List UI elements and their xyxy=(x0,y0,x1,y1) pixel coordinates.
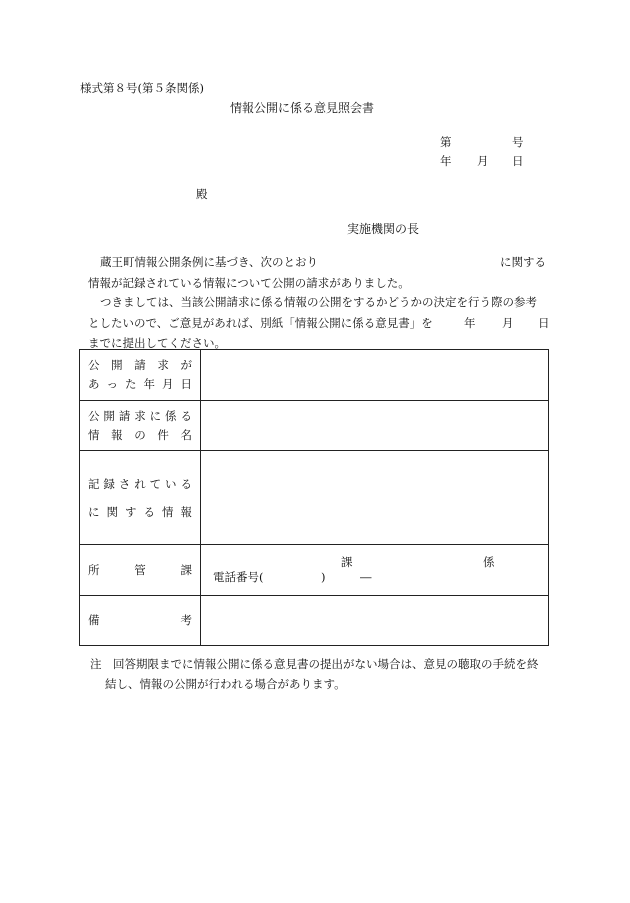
label-line xyxy=(88,407,192,426)
label-char: 公 xyxy=(88,408,100,423)
label-char: る xyxy=(143,504,155,519)
label-char: 考 xyxy=(180,613,192,627)
label-char: て xyxy=(149,476,162,491)
label-char: る xyxy=(180,476,192,491)
request-date-field[interactable] xyxy=(201,350,549,401)
label-char: 件 xyxy=(157,427,169,442)
label-char: 報 xyxy=(111,427,123,442)
label-char: 請 xyxy=(118,408,131,423)
label-char: 所 xyxy=(88,562,100,577)
label-char: 月 xyxy=(162,377,174,391)
label-char: の xyxy=(134,427,146,442)
label-line xyxy=(88,375,192,394)
date-month: 月 xyxy=(477,154,489,168)
label-char: さ xyxy=(118,476,131,491)
issuer: 実施機関の長 xyxy=(347,222,420,236)
footnote xyxy=(90,654,550,694)
label-line xyxy=(88,356,192,375)
date-day: 日 xyxy=(512,154,524,168)
label-char: 開 xyxy=(103,408,115,423)
deadline-month: 月 xyxy=(502,315,514,330)
label-line xyxy=(88,498,192,526)
footnote-line: 結し、情報の公開が行われる場合があります。 xyxy=(105,677,346,691)
table-row xyxy=(80,401,549,451)
label-char: 開 xyxy=(111,358,123,372)
table-row xyxy=(80,350,549,401)
row-label-request-subject xyxy=(80,401,201,451)
opinion-text-line2: としたいので、ご意見があれば、別紙「情報公開に係る意見書」を xyxy=(88,315,433,330)
label-char: 年 xyxy=(143,377,155,391)
paragraph-request xyxy=(88,252,548,293)
label-char: に xyxy=(149,408,162,423)
label-char: 公 xyxy=(88,358,100,372)
table-row xyxy=(80,596,549,646)
document-title: 情報公開に係る意見照会書 xyxy=(230,101,375,115)
request-text-left: 蔵王町情報公開条例に基づき、次のとおり xyxy=(100,255,319,269)
label-char: る xyxy=(180,408,192,423)
label-char: 日 xyxy=(180,377,192,391)
section-suffix: 課 xyxy=(341,555,353,569)
row-label-department xyxy=(80,545,201,596)
form-label: 様式第８号(第５条関係) xyxy=(80,81,204,95)
number-prefix: 第 xyxy=(440,135,452,149)
paragraph-line xyxy=(88,252,548,273)
label-char: あ xyxy=(88,377,100,391)
footnote-line: 注 回答期限までに情報公開に係る意見書の提出がない場合は、意見の聴取の手続を終 xyxy=(90,657,539,671)
label-line xyxy=(88,470,192,498)
label-char: 記 xyxy=(88,476,100,491)
label-char: す xyxy=(125,504,137,519)
opinion-text-line1: つきましては、当該公開請求に係る情報の公開をするかどうかの決定を行う際の参考 xyxy=(100,295,537,309)
label-char: 関 xyxy=(106,504,118,519)
label-char: 情 xyxy=(162,504,174,519)
label-char: た xyxy=(125,377,137,391)
label-char: 係 xyxy=(165,408,177,423)
table-row xyxy=(80,545,549,596)
label-char: っ xyxy=(106,377,118,391)
paragraph-line xyxy=(88,292,548,313)
deadline-year: 年 xyxy=(464,315,476,330)
request-text-line2: 情報が記録されている情報について公開の請求がありました。 xyxy=(88,275,410,290)
label-char: 求 xyxy=(157,358,169,372)
row-label-request-date xyxy=(80,350,201,401)
label-line xyxy=(88,561,192,580)
label-char: れ xyxy=(134,476,146,491)
label-char: 報 xyxy=(180,504,192,519)
label-line xyxy=(88,611,192,630)
remarks-field[interactable] xyxy=(201,596,549,646)
unit-suffix: 係 xyxy=(483,555,495,569)
label-char: 管 xyxy=(134,562,146,577)
label-char: 請 xyxy=(134,358,146,372)
label-char: 名 xyxy=(180,427,192,442)
paragraph-line xyxy=(88,273,548,294)
row-label-remarks xyxy=(80,596,201,646)
deadline-day: 日 xyxy=(538,315,550,330)
label-char: い xyxy=(165,476,177,491)
number-suffix: 号 xyxy=(512,135,524,149)
label-line xyxy=(88,426,192,445)
label-char: に xyxy=(88,504,100,519)
recorded-info-field[interactable] xyxy=(201,451,549,545)
label-char: が xyxy=(180,358,192,372)
date-year: 年 xyxy=(440,154,452,168)
label-char: 録 xyxy=(103,476,115,491)
addressee-suffix: 殿 xyxy=(196,187,208,201)
department-field[interactable] xyxy=(201,545,549,596)
row-label-recorded-info xyxy=(80,451,201,545)
paragraph-opinion-request xyxy=(88,292,548,354)
label-char: 備 xyxy=(88,613,100,627)
request-text-right: に関する xyxy=(500,255,546,269)
inquiry-table xyxy=(79,349,549,646)
label-char: 求 xyxy=(134,408,146,423)
label-char: 課 xyxy=(180,562,192,577)
request-subject-field[interactable] xyxy=(201,401,549,451)
phone-number-line: 電話番号( ) ― xyxy=(213,570,372,584)
opinion-text-line3: までに提出してください。 xyxy=(88,336,226,350)
paragraph-line xyxy=(88,313,548,334)
table-row xyxy=(80,451,549,545)
label-char: 情 xyxy=(88,427,100,442)
